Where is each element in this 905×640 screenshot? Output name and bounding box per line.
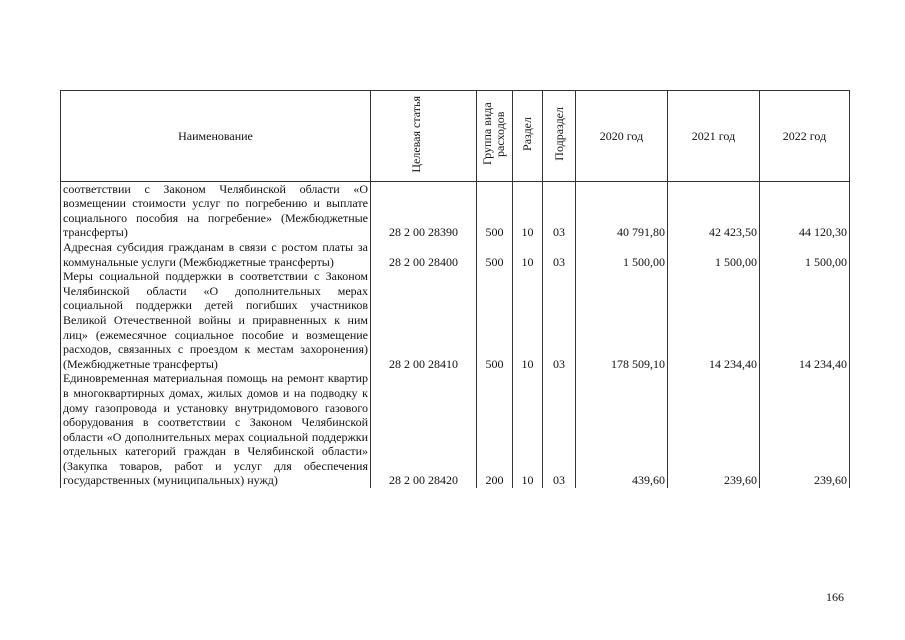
table-header: [61, 91, 850, 182]
header-target-article: [371, 91, 477, 182]
header-2021: 2021 год: [668, 91, 760, 182]
header-subsection: [543, 91, 576, 182]
row-subsection: 03: [543, 240, 576, 269]
table-row: [61, 240, 850, 269]
row-amount-2022: 239,60: [760, 371, 850, 488]
page-number: 166: [826, 590, 844, 604]
row-subsection: 03: [543, 371, 576, 488]
row-subsection: 03: [543, 269, 576, 371]
row-amount-2022: 1 500,00: [760, 240, 850, 269]
row-target-article: 28 2 00 28390: [371, 181, 477, 240]
header-2020: 2020 год: [576, 91, 668, 182]
header-target-label: Целевая статья: [408, 95, 423, 173]
table-row: [61, 269, 850, 371]
row-amount-2020: 1 500,00: [576, 240, 668, 269]
row-name: Адресная субсидия гражданам в связи с ростом платы за коммунальные услуги (Межбюджетные трансферты): [61, 240, 371, 269]
row-subsection: 03: [543, 181, 576, 240]
row-section: 10: [513, 240, 543, 269]
budget-table: [60, 90, 850, 488]
header-expense-group: [477, 91, 513, 182]
row-amount-2020: 40 791,80: [576, 181, 668, 240]
row-section: 10: [513, 181, 543, 240]
row-amount-2021: 14 234,40: [668, 269, 760, 371]
row-target-article: 28 2 00 28400: [371, 240, 477, 269]
row-amount-2020: 178 509,10: [576, 269, 668, 371]
header-group-label: Группа вида расходов: [479, 102, 507, 166]
row-name: Меры социальной поддержки в соответствии с Законом Челябинской области «О дополнительных мерах социальной поддержки детей погибших участников Великой Отечественной войны и приравненных к ним лиц» (ежемесячное социальное пособие и возмещение расходов, связанных с проездом к местам захоронения) (Межбюджетные трансферты): [61, 269, 371, 371]
row-expense-group: 200: [477, 371, 513, 488]
header-section: [513, 91, 543, 182]
header-subsection-label: Подраздел: [551, 107, 566, 161]
header-section-label: Раздел: [520, 117, 534, 151]
row-amount-2022: 44 120,30: [760, 181, 850, 240]
row-expense-group: 500: [477, 269, 513, 371]
row-name: Единовременная материальная помощь на ремонт квартир в многоквартирных домах, жилых домов и на подводку к дому газопровода и установку внутридомового газового оборудования в соответствии с Законом Челябинской области «О дополнительных мерах социальной поддержки отдельных категорий граждан в Челябинской области» (Закупка товаров, работ и услуг для обеспечения государственных (муниципальных) нужд): [61, 371, 371, 488]
row-amount-2021: 239,60: [668, 371, 760, 488]
header-name: Наименование: [61, 91, 371, 182]
header-2022: 2022 год: [760, 91, 850, 182]
row-section: 10: [513, 371, 543, 488]
row-name: соответствии с Законом Челябинской области «О возмещении стоимости услуг по погребению и выплате социального пособия на погребение» (Межбюджетные трансферты): [61, 181, 371, 240]
row-amount-2020: 439,60: [576, 371, 668, 488]
row-expense-group: 500: [477, 181, 513, 240]
row-amount-2022: 14 234,40: [760, 269, 850, 371]
row-section: 10: [513, 269, 543, 371]
table-body: [61, 181, 850, 488]
row-target-article: 28 2 00 28410: [371, 269, 477, 371]
row-target-article: 28 2 00 28420: [371, 371, 477, 488]
row-amount-2021: 42 423,50: [668, 181, 760, 240]
row-amount-2021: 1 500,00: [668, 240, 760, 269]
table-row: [61, 371, 850, 488]
table-row: [61, 181, 850, 240]
row-expense-group: 500: [477, 240, 513, 269]
